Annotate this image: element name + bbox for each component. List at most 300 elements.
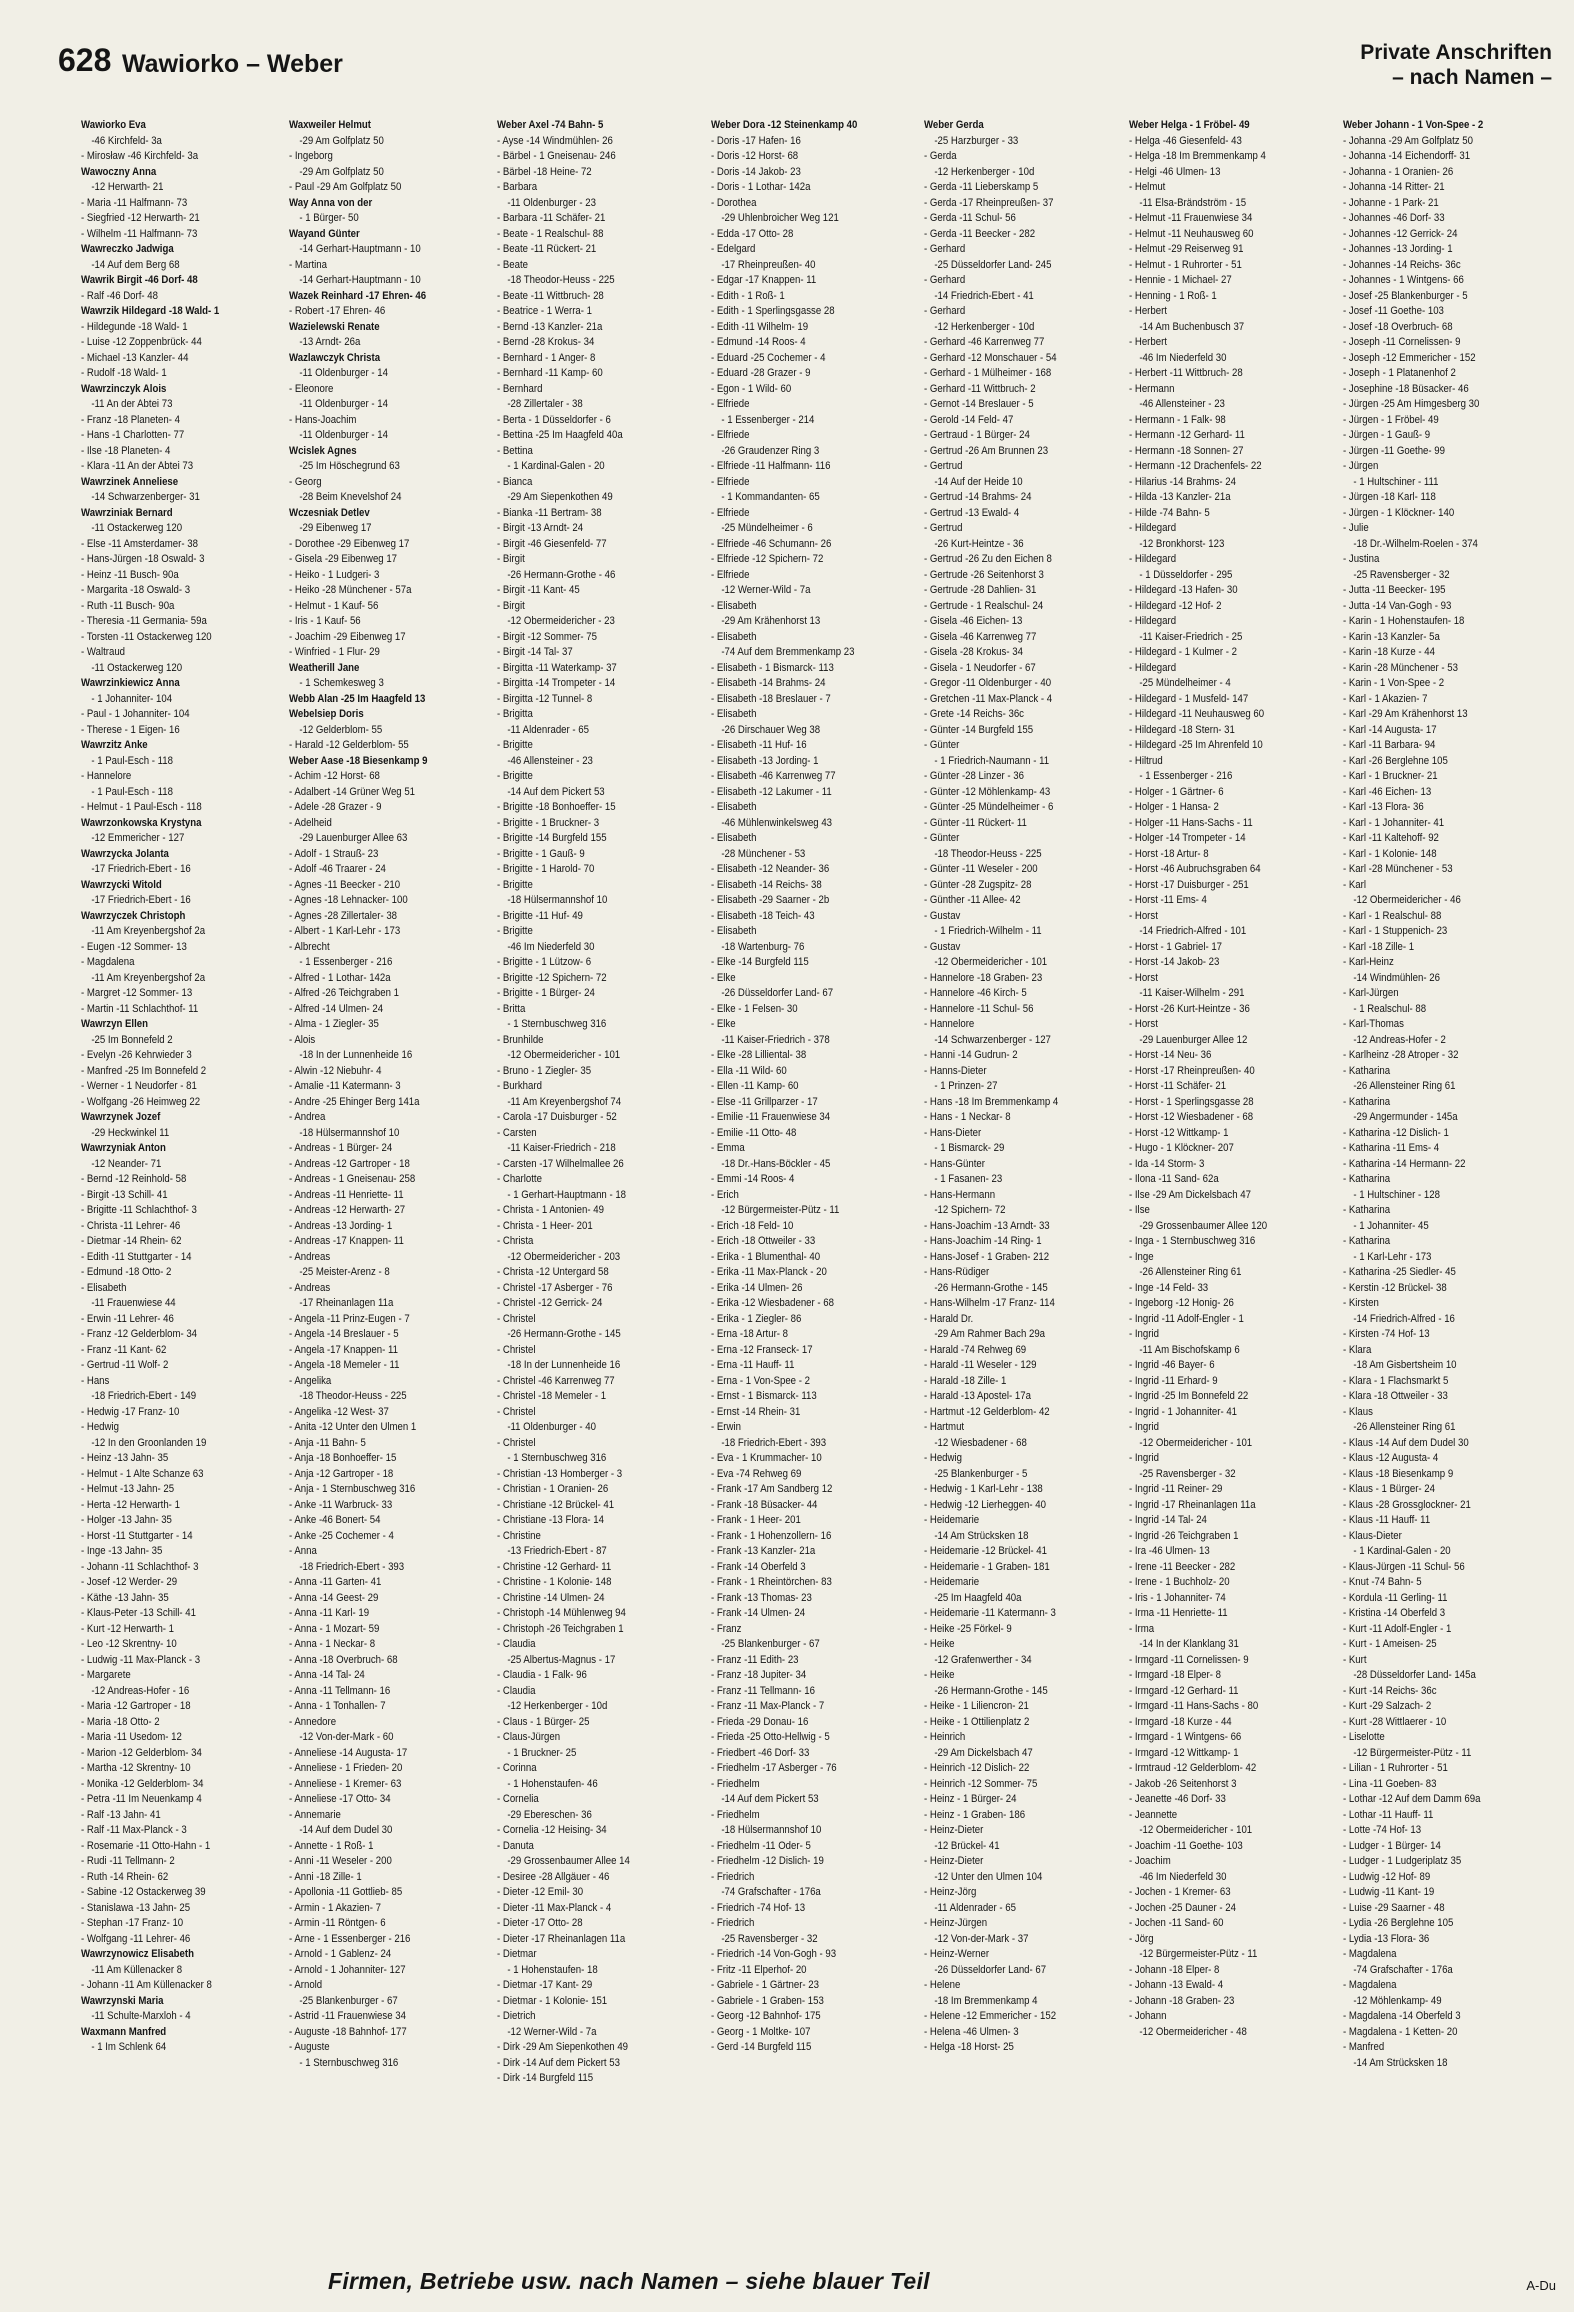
directory-entry: - Hans-Joachim -13 Arndt- 33 — [924, 1219, 1050, 1232]
directory-entry: - Bärbel - 1 Gneisenau- 246 — [497, 150, 616, 162]
directory-entry: - Frank -14 Ulmen- 24 — [711, 1607, 806, 1619]
directory-entry: - Edgar -17 Knappen- 11 — [711, 274, 817, 286]
directory-entry: - Helmut -13 Jahn- 25 — [81, 1483, 175, 1495]
directory-entry: - Ingrid -14 Tal- 24 — [1129, 1514, 1207, 1526]
directory-entry: -14 Auf dem Berg 68 — [91, 258, 180, 271]
directory-entry: - Anneliese -14 Augusta- 17 — [289, 1746, 408, 1759]
surname-entry: Wawrzinczyk Alois — [81, 382, 167, 395]
directory-entry: -12 Obermeidericher - 46 — [1353, 894, 1461, 906]
directory-entry: - Joachim -29 Eibenweg 17 — [289, 630, 406, 643]
page-number: 628 — [58, 42, 112, 78]
directory-entry: -11 Oldenburger - 14 — [299, 429, 388, 441]
directory-entry: - Hedwig — [81, 1421, 119, 1433]
directory-entry: -11 An der Abtei 73 — [91, 398, 173, 410]
directory-entry: - Hans-Josef - 1 Graben- 212 — [924, 1250, 1050, 1263]
directory-entry: - Ilse -29 Am Dickelsbach 47 — [1129, 1188, 1251, 1201]
directory-entry: - Ingeborg -12 Honig- 26 — [1129, 1297, 1234, 1309]
surname-entry: Wawrzycki Witold — [81, 878, 162, 891]
directory-entry: - Birgitta -14 Trompeter - 14 — [497, 677, 616, 689]
directory-entry: - Christiane -13 Flora- 14 — [497, 1514, 604, 1526]
directory-entry: - Johann -18 Elper- 8 — [1129, 1963, 1220, 1976]
directory-entry: - 1 Düsseldorfer - 295 — [1139, 568, 1233, 581]
surname-entry: Weber Dora -12 Steinenkamp 40 — [711, 119, 858, 131]
directory-entry: -25 Ravensberger - 32 — [721, 1932, 818, 1945]
directory-entry: - Ingrid -11 Adolf-Engler - 1 — [1129, 1312, 1244, 1325]
directory-entry: - Hildegard — [1129, 553, 1177, 565]
directory-entry: - Karl -46 Eichen- 13 — [1343, 785, 1432, 798]
directory-entry: - Erika - 1 Blumenthal- 40 — [711, 1250, 821, 1263]
directory-entry: - Brigitte -11 Schlachthof- 3 — [81, 1204, 197, 1216]
directory-entry: -11 Kaiser-Friedrich - 218 — [507, 1142, 616, 1154]
directory-entry: - Ernst - 1 Bismarck- 113 — [711, 1390, 817, 1402]
directory-entry: - Georg — [289, 475, 322, 488]
directory-entry: - Angela -18 Memeler - 11 — [289, 1359, 400, 1371]
directory-entry: - Johann -11 Schlachthof- 3 — [81, 1560, 199, 1573]
directory-entry: - Helena -46 Ulmen- 3 — [924, 2025, 1019, 2038]
directory-entry: - Andreas -17 Knappen- 11 — [289, 1235, 404, 1247]
directory-entry: -18 Am Gisbertsheim 10 — [1353, 1359, 1457, 1371]
directory-entry: - Doris -12 Horst- 68 — [711, 150, 799, 162]
directory-entry: -12 Emmericher - 127 — [91, 832, 185, 844]
directory-entry: -14 Auf dem Dudel 30 — [299, 1824, 393, 1836]
directory-entry: - Christel -18 Memeler - 1 — [497, 1390, 607, 1402]
directory-entry: - Karl -28 Münchener - 53 — [1343, 863, 1453, 875]
surname-entry: Waxmann Manfred — [81, 2025, 167, 2038]
directory-entry: - Agnes -11 Beecker - 210 — [289, 878, 401, 891]
directory-entry: - Irmgard -11 Hans-Sachs - 80 — [1129, 1700, 1259, 1712]
directory-entry: -12 Brückel- 41 — [934, 1839, 1000, 1852]
directory-entry: -25 Harzburger - 33 — [934, 134, 1019, 147]
directory-entry: - Johann -18 Graben- 23 — [1129, 1994, 1235, 2007]
directory-entry: - Hildegunde -18 Wald- 1 — [81, 320, 188, 333]
directory-entry: - Heinz-Jörg — [924, 1886, 977, 1898]
directory-entry: - Hildegard - 1 Musfeld- 147 — [1129, 692, 1249, 705]
directory-entry: - Irmgard -12 Wittkamp- 1 — [1129, 1746, 1239, 1759]
directory-entry: - Harald -74 Rehweg 69 — [924, 1343, 1027, 1356]
directory-entry: -12 Obermeidericher - 101 — [1139, 1436, 1253, 1449]
directory-entry: - Edith - 1 Sperlingsgasse 28 — [711, 305, 835, 317]
directory-entry: - Margarita -18 Oswald- 3 — [81, 584, 191, 596]
directory-entry: - Justina — [1343, 553, 1380, 565]
directory-entry: - Maria -12 Gartroper - 18 — [81, 1700, 191, 1712]
directory-entry: - Hans-Rüdiger — [924, 1266, 990, 1278]
directory-entry: - Elke - 1 Felsen- 30 — [711, 1002, 798, 1015]
directory-entry: - Ida -14 Storm- 3 — [1129, 1157, 1205, 1170]
directory-entry: - Theresia -11 Germania- 59a — [81, 615, 207, 627]
directory-entry: - Kurt -28 Wittlaerer - 10 — [1343, 1715, 1447, 1728]
directory-entry: -11 Am Kreyenbergshof 2a — [91, 971, 206, 984]
directory-entry: - Joseph - 1 Platanenhof 2 — [1343, 367, 1456, 379]
directory-entry: - Josef -25 Blankenburger - 5 — [1343, 289, 1468, 302]
directory-entry: -46 Allensteiner - 23 — [1139, 398, 1225, 410]
directory-entry: -14 Am Strücksken 18 — [1353, 2056, 1448, 2069]
directory-entry: - Hedwig -12 Lierheggen- 40 — [924, 1498, 1046, 1511]
directory-entry: -12 Herwarth- 21 — [91, 181, 164, 193]
directory-entry: -12 Obermeidericher - 48 — [1139, 2025, 1247, 2038]
directory-entry: - 1 Hultschiner - 128 — [1353, 1188, 1440, 1201]
directory-entry: - Elke -28 Lilliental- 38 — [711, 1049, 807, 1061]
directory-entry: - Birgit -14 Tal- 37 — [497, 646, 573, 658]
directory-entry: - Alma - 1 Ziegler- 35 — [289, 1018, 379, 1030]
directory-entry: - Hans -1 Charlotten- 77 — [81, 429, 185, 441]
surname-entry: Wawrzonkowska Krystyna — [81, 816, 202, 829]
directory-entry: - Gernot -14 Breslauer - 5 — [924, 398, 1034, 410]
directory-entry: -14 Am Strücksken 18 — [934, 1529, 1029, 1542]
directory-entry: - Karl-Heinz — [1343, 956, 1394, 968]
directory-entry: - Heinz-Werner — [924, 1948, 990, 1960]
directory-entry: - Friedhelm — [711, 1808, 760, 1821]
directory-entry: - Rosemarie -11 Otto-Hahn - 1 — [81, 1839, 211, 1852]
directory-entry: - Gerhard — [924, 305, 966, 317]
directory-entry: - 1 Realschul- 88 — [1353, 1002, 1427, 1015]
directory-entry: - Horst -14 Neu- 36 — [1129, 1049, 1212, 1061]
directory-entry: -17 Rheinpreußen- 40 — [721, 258, 816, 271]
directory-entry: - Ingrid -26 Teichgraben 1 — [1129, 1529, 1239, 1542]
directory-entry: - Elisabeth -13 Jording- 1 — [711, 754, 819, 767]
directory-entry: - Andrea — [289, 1111, 326, 1123]
directory-entry: - Magdalena - 1 Ketten- 20 — [1343, 2025, 1458, 2038]
directory-entry: -29 Am Krähenhorst 13 — [721, 615, 821, 627]
directory-entry: - Katharina — [1343, 1095, 1391, 1108]
directory-entry: - Emma — [711, 1142, 745, 1154]
directory-entry: - Jutta -14 Van-Gogh - 93 — [1343, 599, 1452, 612]
directory-entry: -26 Dirschauer Weg 38 — [721, 723, 821, 736]
surname-entry: Wayand Günter — [289, 227, 360, 240]
directory-entry: - Gisela -46 Karrenweg 77 — [924, 630, 1037, 643]
directory-entry: - Gertrud -14 Brahms- 24 — [924, 491, 1032, 503]
directory-entry: - Kurt -29 Salzach- 2 — [1343, 1700, 1432, 1712]
page-footer — [0, 2248, 1574, 2308]
directory-entry: - Armin - 1 Akazien- 7 — [289, 1901, 381, 1914]
directory-entry: -26 Allensteiner Ring 61 — [1353, 1080, 1456, 1092]
directory-entry: - Birgit — [497, 599, 525, 612]
directory-entry: - Günter -12 Möhlenkamp- 43 — [924, 785, 1051, 798]
directory-entry: - Karl -11 Barbara- 94 — [1343, 739, 1436, 751]
surname-entry: Wazek Reinhard -17 Ehren- 46 — [289, 289, 427, 302]
directory-entry: -11 Am Bischofskamp 6 — [1139, 1343, 1240, 1356]
directory-entry: - Birgitta -11 Waterkamp- 37 — [497, 661, 617, 674]
directory-entry: - Frank -14 Oberfeld 3 — [711, 1560, 806, 1573]
directory-entry: - Arne - 1 Essenberger - 216 — [289, 1932, 411, 1945]
directory-entry: -11 Oldenburger - 23 — [507, 196, 596, 209]
directory-entry: - Brigitte — [497, 878, 533, 891]
directory-entry: - Birgit -11 Kant- 45 — [497, 584, 580, 596]
directory-entry: - Christel — [497, 1312, 536, 1325]
directory-entry: - Lina -11 Goeben- 83 — [1343, 1777, 1437, 1790]
directory-entry: - Alwin -12 Niebuhr- 4 — [289, 1064, 382, 1077]
directory-entry: - Helmut -29 Reiserweg 91 — [1129, 243, 1244, 255]
directory-entry: - 1 Johanniter- 45 — [1353, 1219, 1429, 1232]
directory-entry: - Anna - 1 Tonhallen- 7 — [289, 1700, 386, 1712]
directory-entry: -18 Friedrich-Ebert - 393 — [299, 1560, 405, 1573]
directory-entry: - Hans - 1 Neckar- 8 — [924, 1111, 1011, 1123]
directory-entry: - Wolfgang -26 Heimweg 22 — [81, 1095, 201, 1108]
directory-entry: - Cornelia — [497, 1793, 539, 1805]
directory-entry: - Erna -18 Artur- 8 — [711, 1328, 789, 1340]
directory-entry: - Helene — [924, 1979, 961, 1991]
directory-entry: - Margret -12 Sommer- 13 — [81, 987, 193, 999]
directory-entry: - Elfriede -46 Schumann- 26 — [711, 537, 832, 550]
directory-entry: - Waltraud — [81, 646, 126, 658]
directory-entry: - 1 Schemkesweg 3 — [299, 677, 384, 689]
directory-entry: - Gerda -11 Beecker - 282 — [924, 227, 1036, 240]
surname-entry: Webelsiep Doris — [289, 708, 364, 720]
directory-entry: - Brigitte - 1 Bruckner- 3 — [497, 816, 600, 829]
directory-entry: - Franz -11 Kant- 62 — [81, 1343, 167, 1356]
directory-entry: - Günter -25 Mündelheimer - 6 — [924, 801, 1054, 813]
directory-entry: -12 Von-der-Mark - 60 — [299, 1731, 394, 1743]
directory-entry: - Jeanette -46 Dorf- 33 — [1129, 1793, 1226, 1805]
directory-entry: - Johanna -14 Ritter- 21 — [1343, 181, 1445, 193]
directory-entry: - Gertrud — [924, 460, 963, 472]
directory-entry: - Elisabeth -12 Lakumer - 11 — [711, 785, 832, 798]
directory-entry: -12 Obermeidericher - 101 — [507, 1049, 621, 1061]
directory-entry: - Hans-Günter — [924, 1157, 985, 1170]
directory-entry: - Brigitte - 1 Gauß- 9 — [497, 847, 585, 860]
directory-entry: - Kristina -14 Oberfeld 3 — [1343, 1607, 1446, 1619]
directory-entry: - Ilse — [1129, 1204, 1150, 1216]
directory-entry: - Grete -14 Reichs- 36c — [924, 708, 1025, 720]
directory-entry: - Hedwig - 1 Karl-Lehr - 138 — [924, 1483, 1043, 1495]
directory-entry: - Alfred - 1 Lothar- 142a — [289, 971, 391, 984]
directory-entry: - Else -11 Amsterdamer- 38 — [81, 537, 198, 550]
directory-entry: - Holger -14 Trompeter - 14 — [1129, 832, 1246, 844]
directory-entry: -29 Grossenbaumer Allee 14 — [507, 1855, 630, 1867]
directory-entry: - Johann -11 Am Küllenacker 8 — [81, 1979, 212, 1991]
directory-entry: - Bernhard -11 Kamp- 60 — [497, 367, 603, 379]
directory-entry: -26 Hermann-Grothe - 145 — [934, 1684, 1048, 1697]
directory-entry: - Ruth -11 Busch- 90a — [81, 599, 175, 612]
directory-entry: - Irmgard -11 Cornelissen- 9 — [1129, 1653, 1249, 1666]
directory-entry: - Elfriede -12 Spichern- 72 — [711, 553, 824, 565]
directory-entry: - Gerhard -46 Karrenweg 77 — [924, 336, 1045, 348]
directory-entry: - Bianca — [497, 475, 533, 488]
directory-entry: - Gerda -11 Schul- 56 — [924, 212, 1016, 224]
directory-entry: - Magdalena — [81, 956, 135, 968]
directory-entry: - Ingrid -11 Erhard- 9 — [1129, 1374, 1218, 1387]
directory-entry: -26 Hermann-Grothe - 46 — [507, 568, 616, 581]
directory-entry: - Knut -74 Bahn- 5 — [1343, 1576, 1422, 1588]
directory-entry: - Gerda -17 Rheinpreußen- 37 — [924, 196, 1054, 209]
directory-entry: - Rudolf -18 Wald- 1 — [81, 367, 167, 379]
directory-entry: - Ingrid — [1129, 1452, 1159, 1464]
directory-entry: - Hans — [81, 1374, 110, 1387]
directory-entry: - Dietrich — [497, 2010, 536, 2022]
directory-entry: - Gisela -28 Krokus- 34 — [924, 646, 1023, 658]
directory-entry: -74 Grafschafter - 176a — [721, 1886, 821, 1898]
surname-entry: Wawrzyniak Anton — [81, 1142, 166, 1154]
directory-entry: - 1 Johanniter- 104 — [91, 692, 173, 705]
directory-entry: - Ellen -11 Kamp- 60 — [711, 1080, 799, 1092]
directory-entry: - Alfred -26 Teichgraben 1 — [289, 987, 399, 999]
directory-entry: - Bernd -13 Kanzler- 21a — [497, 320, 603, 333]
directory-entry: - Angela -17 Knappen- 11 — [289, 1343, 398, 1356]
directory-entry: - Anke -25 Cochemer - 4 — [289, 1529, 394, 1542]
directory-entry: - Ingrid - 1 Johanniter- 41 — [1129, 1405, 1238, 1418]
directory-entry: - Anneliese - 1 Frieden- 20 — [289, 1762, 403, 1774]
directory-entry: -29 Lauenburger Allee 63 — [299, 832, 408, 844]
directory-entry: - Frank - 1 Hohenzollern- 16 — [711, 1529, 832, 1542]
directory-entry: - Claudia — [497, 1684, 536, 1697]
directory-entry: - Anni -11 Weseler - 200 — [289, 1855, 392, 1867]
directory-entry: - Lydia -13 Flora- 36 — [1343, 1932, 1430, 1945]
directory-entry: - Hans -18 Im Bremmenkamp 4 — [924, 1095, 1059, 1108]
directory-entry: -12 Möhlenkamp- 49 — [1353, 1994, 1442, 2007]
directory-entry: - Auguste -18 Bahnhof- 177 — [289, 2025, 407, 2038]
directory-entry: - Hermann -12 Drachenfels- 22 — [1129, 460, 1262, 472]
directory-entry: -14 Auf der Heide 10 — [934, 475, 1023, 488]
surname-entry: Wczesniak Detlev — [289, 506, 370, 519]
directory-entry: - Joachim — [1129, 1855, 1171, 1867]
directory-entry: - Frieda -29 Donau- 16 — [711, 1715, 809, 1728]
directory-entry: - Gertrud -26 Am Brunnen 23 — [924, 444, 1049, 457]
directory-entry: - Günter -28 Zugspitz- 28 — [924, 878, 1032, 891]
directory-entry: - Andreas -12 Gartroper - 18 — [289, 1157, 410, 1170]
directory-entry: - Adolf -46 Traarer - 24 — [289, 863, 386, 875]
directory-entry: - Frank - 1 Rheintörchen- 83 — [711, 1576, 832, 1588]
directory-entry: - Karl -29 Am Krähenhorst 13 — [1343, 708, 1468, 720]
directory-entry: - Manfred — [1343, 2041, 1385, 2053]
surname-entry: Wawrzynek Jozef — [81, 1111, 161, 1123]
directory-entry: -29 Grossenbaumer Allee 120 — [1139, 1219, 1268, 1232]
directory-entry: -14 In der Klanklang 31 — [1139, 1638, 1239, 1650]
directory-entry: - Anita -12 Unter den Ulmen 1 — [289, 1421, 417, 1433]
directory-entry: -29 Lauenburger Allee 12 — [1139, 1033, 1248, 1046]
directory-entry: - Anna -11 Garten- 41 — [289, 1576, 382, 1588]
directory-entry: - Kerstin -12 Brückel- 38 — [1343, 1281, 1447, 1294]
directory-entry: - Katharina -14 Hermann- 22 — [1343, 1157, 1466, 1170]
directory-entry: -18 In der Lunnenheide 16 — [507, 1359, 621, 1371]
directory-entry: - Eduard -28 Grazer - 9 — [711, 367, 811, 379]
directory-entry: - 1 Sternbuschweg 316 — [507, 1018, 607, 1030]
directory-entry: -26 Düsseldorfer Land- 67 — [721, 987, 834, 999]
directory-entry: - Luise -12 Zoppenbrück- 44 — [81, 336, 202, 348]
directory-entry: - Anna -14 Tal- 24 — [289, 1669, 365, 1681]
directory-entry: - Annemarie — [289, 1808, 341, 1821]
directory-entry: - 1 Essenberger - 216 — [299, 956, 393, 968]
directory-entry: - Heike — [924, 1669, 955, 1681]
directory-entry: -74 Grafschafter - 176a — [1353, 1963, 1453, 1976]
directory-entry: - Jochen - 1 Kremer- 63 — [1129, 1886, 1231, 1898]
directory-entry: - Karlheinz -28 Atroper - 32 — [1343, 1049, 1459, 1061]
directory-entry: - Ira -46 Ulmen- 13 — [1129, 1545, 1210, 1557]
directory-entry: - Christoph -14 Mühlenweg 94 — [497, 1607, 626, 1619]
directory-entry: - 1 Essenberger - 216 — [1139, 770, 1233, 782]
directory-entry: - Angelika — [289, 1374, 332, 1387]
directory-entry: - Marion -12 Gelderblom- 34 — [81, 1746, 202, 1759]
directory-entry: - Hartmut — [924, 1421, 965, 1433]
directory-entry: - Heiko -28 Münchener - 57a — [289, 584, 412, 596]
directory-entry: - Jürgen -11 Goethe- 99 — [1343, 444, 1445, 457]
directory-entry: -25 Mündelheimer - 6 — [721, 522, 813, 534]
directory-entry: -18 Im Bremmenkamp 4 — [934, 1994, 1038, 2007]
directory-entry: - Friedrich — [711, 1870, 755, 1883]
directory-entry: -12 Obermeidericher - 101 — [934, 956, 1048, 968]
directory-entry: -12 Obermeidericher - 23 — [507, 615, 615, 627]
directory-entry: - Horst -17 Duisburger - 251 — [1129, 878, 1249, 891]
directory-entry: - Friedhelm -11 Oder- 5 — [711, 1839, 811, 1852]
directory-entry: -14 Schwarzenberger - 127 — [934, 1033, 1051, 1046]
directory-entry: - Andreas -11 Henriette- 11 — [289, 1188, 404, 1201]
directory-entry: - Gertrude -28 Dahlien- 31 — [924, 584, 1037, 596]
directory-entry: - Lilian - 1 Ruhrorter - 51 — [1343, 1762, 1448, 1774]
directory-entry: - Gertrud — [924, 522, 963, 534]
directory-entry: - Angela -11 Prinz-Eugen - 7 — [289, 1312, 410, 1325]
directory-entry: - Jürgen - 1 Fröbel- 49 — [1343, 413, 1439, 426]
directory-entry: - Martin -11 Schlachthof- 11 — [81, 1002, 199, 1015]
directory-entry: -12 Herkenberger - 10d — [507, 1700, 608, 1712]
directory-entry: - Erika - 1 Ziegler- 86 — [711, 1312, 802, 1325]
directory-column — [1129, 118, 1334, 2248]
directory-entry: - Anneliese - 1 Kremer- 63 — [289, 1777, 402, 1790]
directory-entry: - Christian -13 Homberger - 3 — [497, 1467, 623, 1480]
directory-entry: - Paul -29 Am Golfplatz 50 — [289, 181, 402, 193]
directory-entry: -12 Unter den Ulmen 104 — [934, 1870, 1043, 1883]
directory-entry: - Hildegard -18 Stern- 31 — [1129, 723, 1235, 736]
directory-entry: - Günter -14 Burgfeld 155 — [924, 723, 1034, 736]
directory-entry: -26 Allensteiner Ring 61 — [1353, 1421, 1456, 1433]
directory-entry: - Doris - 1 Lothar- 142a — [711, 181, 811, 193]
surname-entry: Wawrik Birgit -46 Dorf- 48 — [81, 274, 198, 286]
directory-entry: - Jochen -11 Sand- 60 — [1129, 1917, 1224, 1929]
directory-entry: - Andreas -13 Jording- 1 — [289, 1219, 393, 1232]
directory-entry: - Frank -13 Kanzler- 21a — [711, 1545, 816, 1557]
section-title: Private Anschriften – nach Namen – — [1360, 41, 1552, 89]
directory-entry: - Karl -13 Flora- 36 — [1343, 801, 1424, 813]
directory-entry: - Hannelore -46 Kirch- 5 — [924, 987, 1027, 999]
directory-entry: - Jürgen — [1343, 460, 1379, 472]
directory-entry: - Kurt — [1343, 1653, 1367, 1666]
directory-entry: - Klaus-Peter -13 Schill- 41 — [81, 1607, 196, 1619]
directory-entry: - Gisela -46 Eichen- 13 — [924, 615, 1023, 627]
directory-entry: -25 Blankenburger - 5 — [934, 1467, 1028, 1480]
directory-entry: - Dorothea — [711, 196, 757, 209]
directory-entry: - Gertrude - 1 Realschul- 24 — [924, 599, 1044, 612]
directory-entry: - Karl — [1343, 878, 1366, 891]
directory-entry: -11 Oldenburger - 14 — [299, 367, 388, 379]
directory-entry: - Johanna -14 Eichendorff- 31 — [1343, 150, 1471, 162]
directory-entry: - Jürgen -18 Karl- 118 — [1343, 491, 1436, 503]
directory-entry: - Michael -13 Kanzler- 44 — [81, 351, 189, 364]
directory-entry: - Holger - 1 Gärtner- 6 — [1129, 785, 1224, 798]
directory-entry: -29 Uhlenbroicher Weg 121 — [721, 212, 839, 224]
directory-entry: - Franz -18 Jupiter- 34 — [711, 1669, 807, 1681]
directory-entry: - 1 Sternbuschweg 316 — [299, 2056, 399, 2069]
directory-entry: - Elisabeth -12 Neander- 36 — [711, 863, 830, 875]
directory-entry: - Hanni -14 Gudrun- 2 — [924, 1049, 1018, 1061]
directory-entry: -12 Andreas-Hofer - 2 — [1353, 1033, 1446, 1046]
directory-entry: - Heinrich — [924, 1731, 966, 1743]
directory-entry: - Apollonia -11 Gottlieb- 85 — [289, 1886, 403, 1898]
directory-entry: - Birgit -13 Schill- 41 — [81, 1188, 168, 1201]
directory-entry: - Rudi -11 Tellmann- 2 — [81, 1855, 175, 1867]
directory-entry: - Heidemarie - 1 Graben- 181 — [924, 1560, 1050, 1573]
directory-entry: - Irene - 1 Buchholz- 20 — [1129, 1576, 1230, 1588]
directory-entry: - Frank -13 Thomas- 23 — [711, 1591, 812, 1604]
directory-entry: - Hans-Wilhelm -17 Franz- 114 — [924, 1297, 1055, 1309]
directory-entry: - Gerhard -12 Monschauer - 54 — [924, 351, 1057, 364]
directory-entry: - 1 Paul-Esch - 118 — [91, 785, 173, 798]
directory-entry: - Klara - 1 Flachsmarkt 5 — [1343, 1374, 1449, 1387]
directory-entry: - Brigitta — [497, 708, 533, 720]
directory-entry: - Beate -11 Wittbruch- 28 — [497, 289, 604, 302]
directory-entry: - Hildegard -12 Hof- 2 — [1129, 599, 1222, 612]
directory-entry: - Hans-Joachim -14 Ring- 1 — [924, 1235, 1042, 1247]
directory-entry: - Christel -12 Gerrick- 24 — [497, 1297, 603, 1309]
directory-entry: - Gerhard - 1 Mülheimer - 168 — [924, 367, 1052, 379]
directory-entry: - 1 Bruckner- 25 — [507, 1746, 577, 1759]
directory-entry: - Friedhelm -12 Dislich- 19 — [711, 1855, 824, 1867]
